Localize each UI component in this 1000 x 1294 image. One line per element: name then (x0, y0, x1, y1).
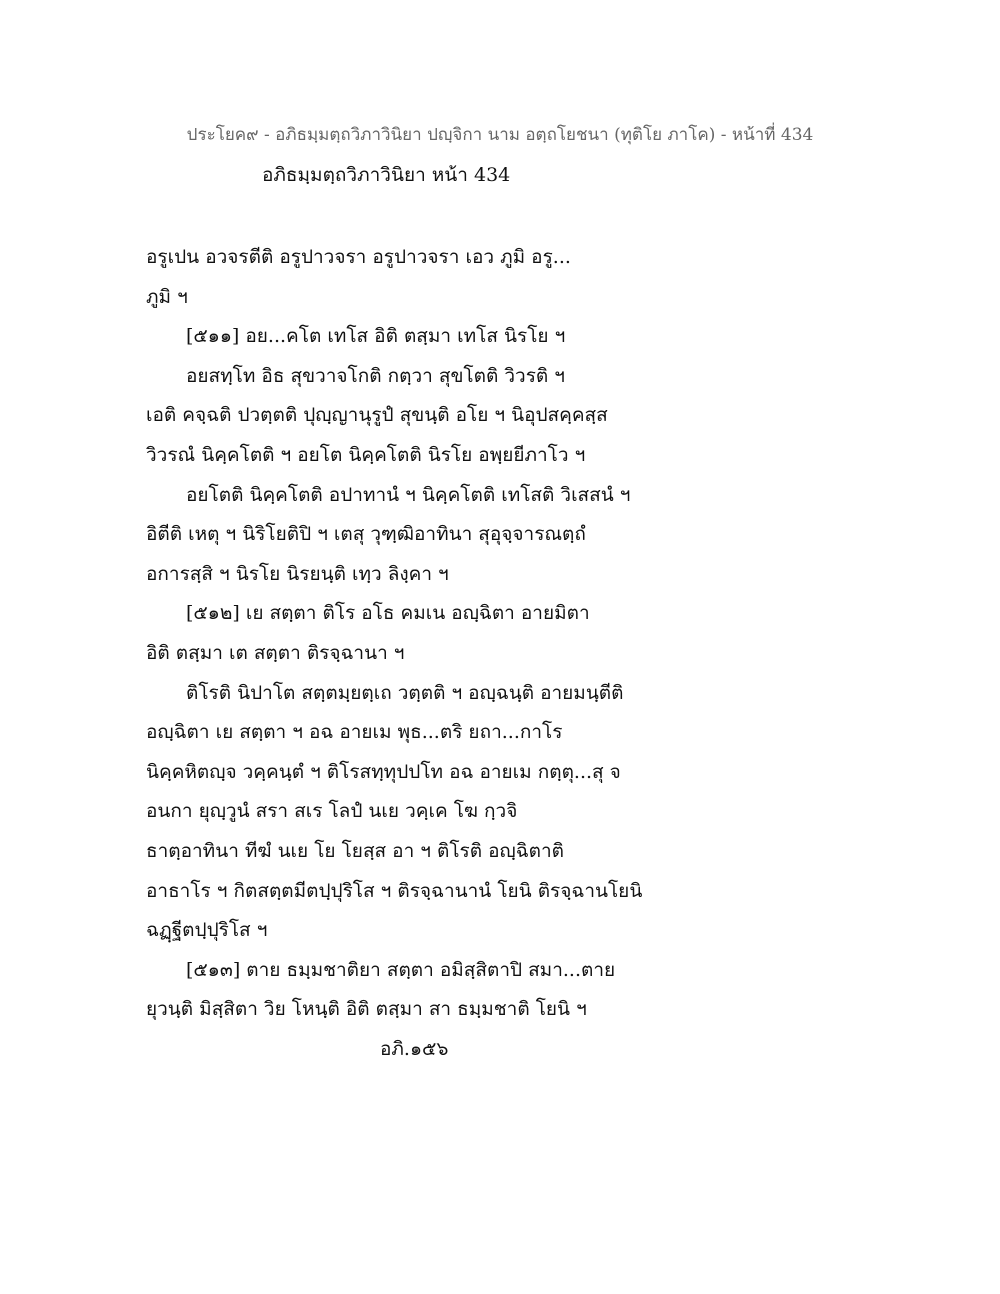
page-marker: อภิ.๑๕๖ (380, 1038, 449, 1060)
text-line: อนกา ยุญฺวูนํ สรา สเร โลปํ นเย วคฺเค โฆ กฺวจิ (146, 800, 518, 823)
text-line: ยุวนฺติ มิสฺสิตา วิย โหนฺติ อิติ ตสฺมา สา ธมฺมชาติ โยนิ ฯ (146, 998, 587, 1021)
text-line: ติโรติ นิปาโต สตฺตมฺยตฺเถ วตฺตติ ฯ อญฺฉนฺติ อายมนฺตีติ (186, 681, 624, 704)
text-line: อาธาโร ฯ กิตสตฺตมีตปฺปุริโส ฯ ติรจฺฉานานํ โยนิ ติรจฺฉานโยนิ (146, 879, 643, 902)
paragraph-513: [๕๑๓] ตาย ธมฺมชาติยา สตฺตา อมิสฺสิตาปิ สมา...ตาย (186, 958, 616, 981)
body-text (146, 238, 666, 1030)
text-line: อรูเปน อวจรตีติ อรูปาวจรา อรูปาวจรา เอว ภูมิ อรู... (146, 246, 571, 268)
text-line: อญฺฉิตา เย สตฺตา ฯ อฉ อายเม พุธ...ตริ ยถา...กาโร (146, 721, 563, 744)
text-line: อยสทฺโท อิธ สุขวาจโกติ กตฺวา สุขโตติ วิวรติ ฯ (186, 364, 565, 387)
text-line: อิติ ตสฺมา เต สตฺตา ติรจฺฉานา ฯ (146, 641, 405, 664)
text-line: ภูมิ ฯ (146, 285, 188, 308)
page-title: อภิธมฺมตฺถวิภาวินิยา หน้า 434 (262, 164, 511, 186)
text-line: ฉฏฺฐีตปฺปุริโส ฯ (146, 919, 268, 942)
text-line: วิวรณํ นิคฺคโตติ ฯ อยโต นิคฺคโตติ นิรโย อพฺยยีภาโว ฯ (146, 443, 586, 466)
paragraph-512: [๕๑๒] เย สตฺตา ติโร อโธ คมเน อญฺฉิตา อายมิตา (186, 602, 590, 625)
text-line: ธาตฺอาทินา ทีฆํ นเย โย โยสฺส อา ฯ ติโรติ อญฺฉิตาติ (146, 839, 565, 862)
text-line: เอติ คจฺฉติ ปวตฺตติ ปุญฺญานุรูปํ สุขนฺติ อโย ฯ นิอุปสคฺคสฺส (146, 404, 608, 427)
text-line: นิคฺคหิตญฺจ วคฺคนฺตํ ฯ ติโรสทฺทุปปโท อฉ อายเม กตฺตุ...สุ จ (146, 760, 621, 783)
running-header: ประโยค๙ - อภิธมฺมตฺถวิภาวินิยา ปญฺจิกา นาม อตฺถโยชนา (ทุติโย ภาโค) - หน้าที่ 434 (186, 125, 814, 145)
text-line: อการสฺสิ ฯ นิรโย นิรยนฺติ เทฺว ลิงฺคา ฯ (146, 562, 449, 585)
text-line: อิตีติ เหตุ ฯ นิริโยติปิ ฯ เตสุ วุฑฺฒิอาทินา สุอุจฺจารณตฺถํ (146, 523, 586, 546)
text-line: อยโตติ นิคฺคโตติ อปาทานํ ฯ นิคฺคโตติ เทโสติ วิเสสนํ ฯ (186, 483, 631, 506)
paragraph-511: [๕๑๑] อย...คโต เทโส อิติ ตสฺมา เทโส นิรโย ฯ (186, 325, 566, 348)
